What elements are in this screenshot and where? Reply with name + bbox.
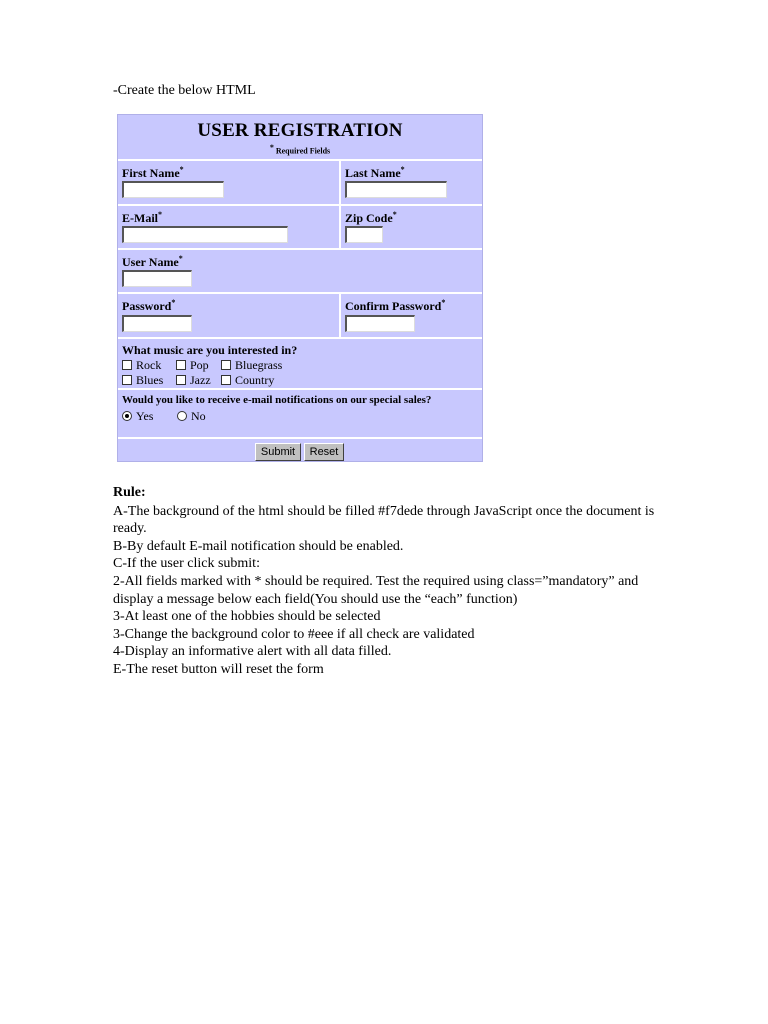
radio-selected-icon[interactable] xyxy=(122,411,132,421)
confirm-password-label: Confirm Password* xyxy=(345,298,446,313)
music-option-bluegrass[interactable]: Bluegrass xyxy=(221,358,282,373)
rule-c4: 4-Display an informative alert with all data filled. xyxy=(113,644,392,660)
last-name-cell xyxy=(339,161,482,204)
name-row xyxy=(118,159,482,204)
rule-c3a: 3-At least one of the hobbies should be selected xyxy=(113,609,381,625)
music-option-blues[interactable]: Blues xyxy=(122,373,163,388)
last-name-label: Last Name* xyxy=(345,165,405,180)
music-option-jazz[interactable]: Jazz xyxy=(176,373,211,388)
submit-button[interactable]: Submit xyxy=(255,443,301,461)
rule-a: A-The background of the html should be filled #f7dede through JavaScript once the document is ready. xyxy=(113,503,655,537)
rule-b: B-By default E-mail notification should be enabled. xyxy=(113,538,404,554)
first-name-input[interactable] xyxy=(122,181,224,198)
registration-form xyxy=(117,114,483,462)
checkbox-icon[interactable] xyxy=(221,375,231,385)
checkbox-icon[interactable] xyxy=(122,375,132,385)
username-input[interactable] xyxy=(122,270,192,287)
music-row xyxy=(118,337,482,388)
checkbox-icon[interactable] xyxy=(221,360,231,370)
music-option-rock[interactable]: Rock xyxy=(122,358,161,373)
music-question: What music are you interested in? xyxy=(122,343,298,357)
checkbox-icon[interactable] xyxy=(176,360,186,370)
notify-row xyxy=(118,388,482,439)
radio-icon[interactable] xyxy=(177,411,187,421)
rule-c: C-If the user click submit: xyxy=(113,556,260,572)
email-row xyxy=(118,204,482,248)
email-input[interactable] xyxy=(122,226,288,243)
checkbox-icon[interactable] xyxy=(176,375,186,385)
email-label: E-Mail* xyxy=(122,210,162,225)
password-label: Password* xyxy=(122,298,176,313)
notify-option-no[interactable]: No xyxy=(177,409,206,424)
required-note-text: Required Fields xyxy=(275,146,331,156)
zip-label: Zip Code* xyxy=(345,210,397,225)
first-name-cell xyxy=(118,161,339,204)
rules-title: Rule: xyxy=(113,485,146,500)
rule-e: E-The reset button will reset the form xyxy=(113,661,324,677)
rule-c3b: 3-Change the background color to #eee if all check are validated xyxy=(113,626,475,642)
zip-cell xyxy=(339,206,482,248)
button-row xyxy=(118,437,482,463)
form-header xyxy=(118,115,482,161)
required-note xyxy=(118,143,482,156)
reset-button[interactable]: Reset xyxy=(304,443,344,461)
music-option-pop[interactable]: Pop xyxy=(176,358,209,373)
asterisk: * xyxy=(269,143,274,152)
first-name-label: First Name* xyxy=(122,165,184,180)
rule-c2: 2-All fields marked with * should be required. Test the required using class=”mandatory” and display a message below each field(You should use the “each” function) xyxy=(113,573,639,607)
last-name-input[interactable] xyxy=(345,181,447,198)
notify-option-yes[interactable]: Yes xyxy=(122,409,153,424)
notify-question: Would you like to receive e-mail notifications on our special sales? xyxy=(122,394,432,406)
username-label: User Name* xyxy=(122,254,183,269)
password-row xyxy=(118,292,482,337)
confirm-password-cell xyxy=(339,294,482,337)
checkbox-icon[interactable] xyxy=(122,360,132,370)
password-cell xyxy=(118,294,339,337)
intro-text: -Create the below HTML xyxy=(113,83,256,98)
username-row xyxy=(118,248,482,292)
zip-input[interactable] xyxy=(345,226,383,243)
confirm-password-input[interactable] xyxy=(345,315,415,332)
rules-section xyxy=(113,484,673,679)
email-cell xyxy=(118,206,339,248)
music-option-country[interactable]: Country xyxy=(221,373,274,388)
form-title: USER REGISTRATION xyxy=(197,120,403,141)
password-input[interactable] xyxy=(122,315,192,332)
